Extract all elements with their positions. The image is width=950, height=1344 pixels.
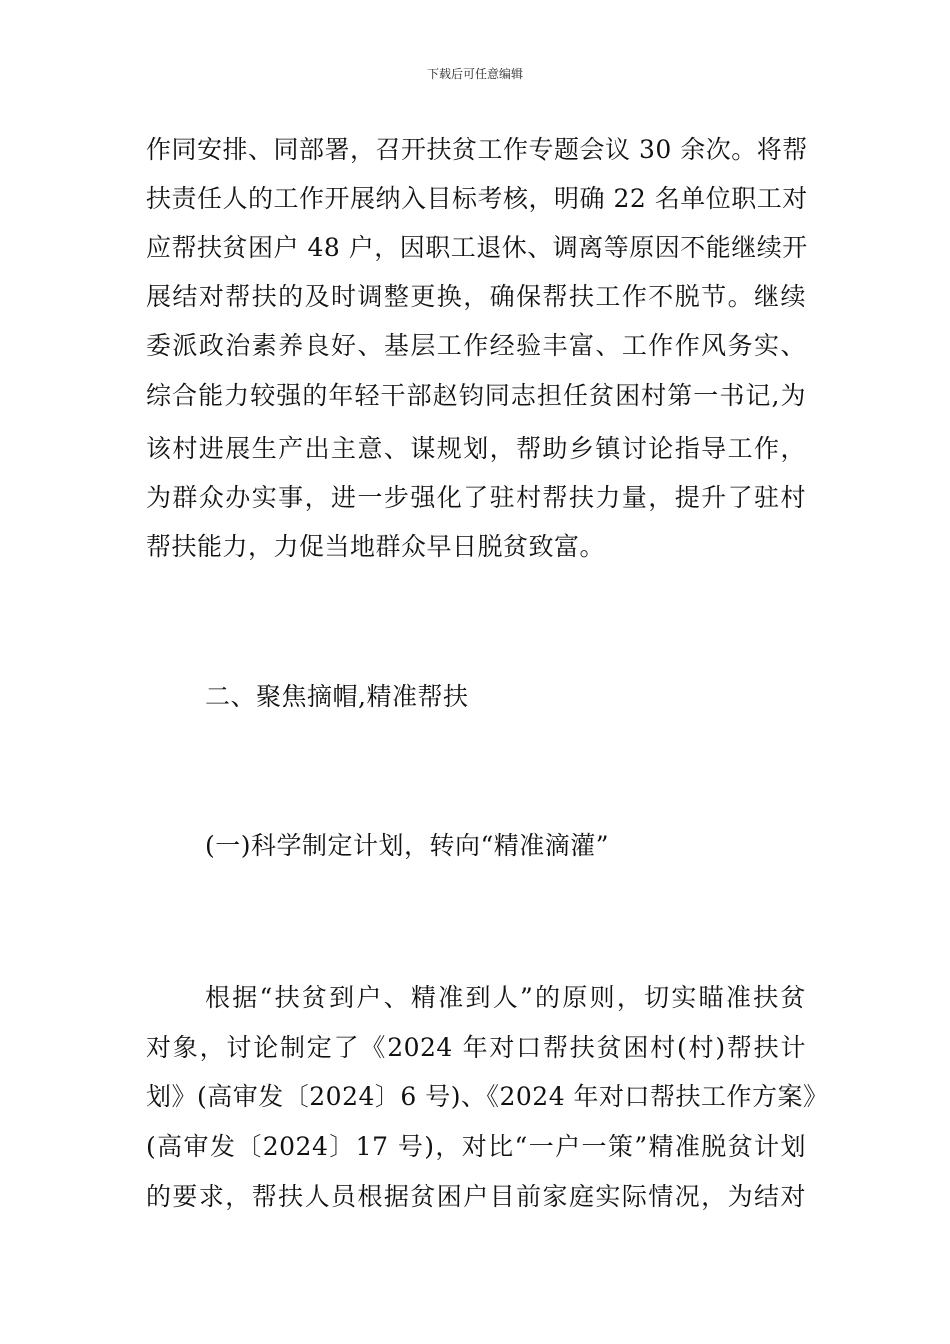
text-line: 应帮扶贫困户 48 户，因职工退休、调离等原因不能继续开 (146, 233, 808, 262)
text-line: 帮扶能力，力促当地群众早日脱贫致富。 (146, 532, 606, 561)
text-line: 展结对帮扶的及时调整更换，确保帮扶工作不脱节。继续 (146, 282, 806, 311)
text-line: 为群众办实事，进一步强化了驻村帮扶力量，提升了驻村 (146, 483, 806, 512)
text-line: 对象，讨论制定了《2024 年对口帮扶贫困村(村)帮扶计 (146, 1033, 806, 1062)
text-line: 委派政治素养良好、基层工作经验丰富、工作作风务实、 (146, 331, 806, 360)
text-line: 划》(高审发〔2024〕6 号)、《2024 年对口帮扶工作方案》 (146, 1082, 829, 1111)
text-line: 综合能力较强的年轻干部赵钧同志担任贫困村第一书记,为 (146, 381, 806, 410)
text-line: 该村进展生产出主意、谋规划，帮助乡镇讨论指导工作， (146, 434, 806, 463)
text-line: 作同安排、同部署，召开扶贫工作专题会议 30 余次。将帮 (146, 135, 808, 164)
section-heading: 二、聚焦摘帽,精准帮扶 (205, 682, 469, 711)
subsection-heading: (一)科学制定计划，转向“精准滴灌” (205, 831, 610, 860)
text-line: 扶责任人的工作开展纳入目标考核，明确 22 名单位职工对 (146, 184, 808, 213)
page-header: 下载后可任意编辑 (426, 67, 523, 81)
text-line: 根据“扶贫到户、精准到人”的原则，切实瞄准扶贫 (205, 983, 806, 1012)
text-line: 的要求，帮扶人员根据贫困户目前家庭实际情况，为结对 (146, 1182, 806, 1211)
text-line: (高审发〔2024〕17 号)，对比“一户一策”精准脱贫计划 (146, 1132, 806, 1161)
